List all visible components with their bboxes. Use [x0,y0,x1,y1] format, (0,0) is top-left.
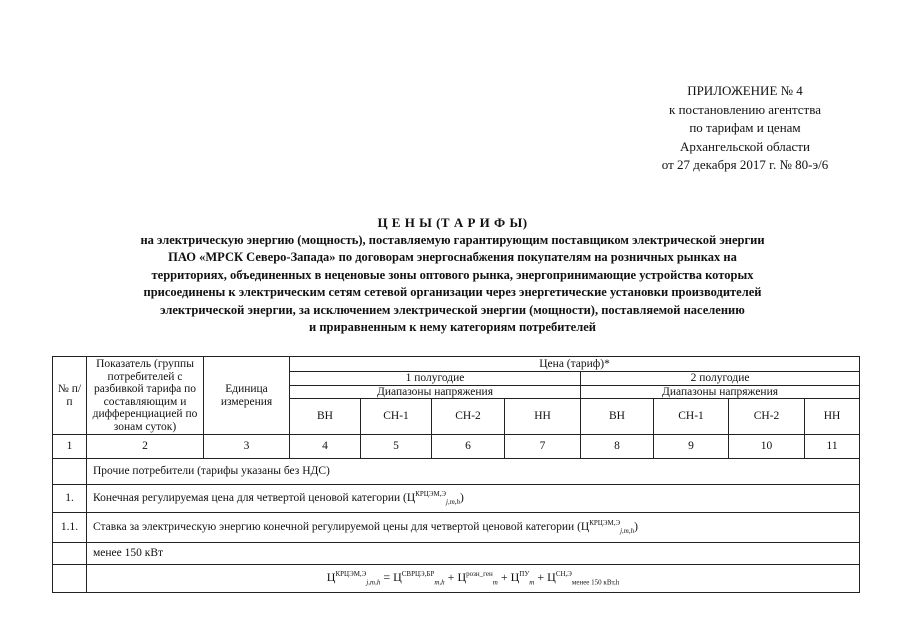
row-number: 1.1. [53,513,87,543]
level-cell: НН [805,399,860,435]
title-line: территориях, объединенных в неценовые зоны оптового рынка, энергопринимающие устройства которых [151,267,754,282]
formula-sup: СВРЦЭ,БР [401,570,435,579]
level-cell: ВН [581,399,654,435]
formula-sub: j,m,h [366,578,381,587]
title-line: ПАО «МРСК Северо-Запада» по договорам энергоснабжения покупателям на розничных рынках на [168,250,737,264]
formula-sub: m [492,578,498,587]
header-indicator: Показатель (группы потребителей с разбивкой тарифа по составляющим и дифференциацией по зонам суток) [87,357,204,435]
formula-sup: СН,Э [555,570,572,579]
column-number: 3 [204,435,290,459]
tariff-table [52,356,860,593]
empty-cell [53,543,87,565]
formula-symbol: Ц [510,570,520,585]
formula-sub: менее 150 кВт,h [571,578,620,587]
empty-cell [53,459,87,485]
row-less-150kw: менее 150 кВт [87,543,860,565]
title-line: и приравненным к нему категориям потребителей [309,320,596,334]
column-number: 11 [805,435,860,459]
formula-sub: m [529,578,535,587]
row-final-price: Конечная регулируемая цена для четвертой ценовой категории $(Ц^{КРЦЭМ,Э}_{j,m,h})$ [87,485,860,513]
formula-symbol: Ц [406,492,416,505]
row-other-consumers: Прочие потребители (тарифы указаны без НДС) [87,459,860,485]
empty-cell [53,565,87,593]
formula-sup: ПУ [519,570,530,579]
title-main: Ц Е Н Ы (Т А Р И Ф Ы) [377,215,528,230]
formula-sup: КРЦЭМ,Э [335,570,367,579]
appendix-line: по тарифам и ценам [689,120,801,135]
formula-operator: + [537,570,545,585]
header-price: Цена (тариф)* [290,357,860,372]
column-number: 4 [290,435,361,459]
column-number: 9 [654,435,729,459]
level-cell: СН-2 [432,399,505,435]
level-cell: СН-1 [654,399,729,435]
formula-operator: + [447,570,455,585]
formula-sup: КРЦЭМ,Э [589,519,621,528]
formula-sup: розн_ген [466,570,493,579]
column-number: 8 [581,435,654,459]
appendix-date: от 27 декабря 2017 г. № 80-э/6 [661,157,829,172]
level-cell: СН-1 [361,399,432,435]
title-line: на электрическую энергию (мощность), поставляемую гарантирующим поставщиком электрической энергии [140,232,765,247]
header-num: № п/п [53,357,87,435]
document-title [0,214,905,337]
level-cell: НН [505,399,581,435]
header-ranges-1: Диапазоны напряжения [290,385,581,399]
formula-symbol: Ц [580,521,590,534]
header-half1: 1 полугодие [290,372,581,386]
formula-symbol: Ц [457,570,467,585]
appendix-line: Архангельской области [680,138,810,154]
column-number: 2 [87,435,204,459]
formula-operator: + [500,570,508,585]
formula-symbol: Ц [547,570,556,585]
row-text: Ставка за электрическую энергию конечной регулируемой цены для четвертой ценовой категории [93,521,575,534]
level-cell: СН-2 [729,399,805,435]
formula-symbol: Ц [393,570,402,585]
header-ranges-2: Диапазоны напряжения [581,385,860,399]
formula-symbol: Ц [326,570,336,585]
appendix-title: ПРИЛОЖЕНИЕ № 4 [687,83,803,98]
header-unit: Единица измерения [204,357,290,435]
column-number: 1 [53,435,87,459]
appendix-line: к постановлению агентства [669,101,821,117]
row-number: 1. [53,485,87,513]
column-number: 7 [505,435,581,459]
row-text: Конечная регулируемая цена для четвертой ценовой категории [93,492,401,505]
title-line: присоединены к электрическим сетям сетевой организации через энергетические установки производителей [143,285,762,299]
appendix-header [645,82,845,175]
formula-sub: j,m,h [446,498,461,507]
level-cell: ВН [290,399,361,435]
title-line: электрической энергии, за исключением электрической энергии (мощности), поставляемой населению [160,302,745,317]
formula-sup: КРЦЭМ,Э [415,490,447,499]
price-formula [87,565,860,593]
column-number: 10 [729,435,805,459]
column-number: 6 [432,435,505,459]
formula-operator: = [383,570,391,585]
column-number: 5 [361,435,432,459]
formula-sub: m,h [434,578,445,587]
header-half2: 2 полугодие [581,372,860,386]
row-energy-rate: Ставка за электрическую энергию конечной регулируемой цены для четвертой ценовой категории $(Ц^{КРЦЭМ,Э}_{j,m,h})$ [87,513,860,543]
formula-sub: j,m,h [620,527,635,536]
